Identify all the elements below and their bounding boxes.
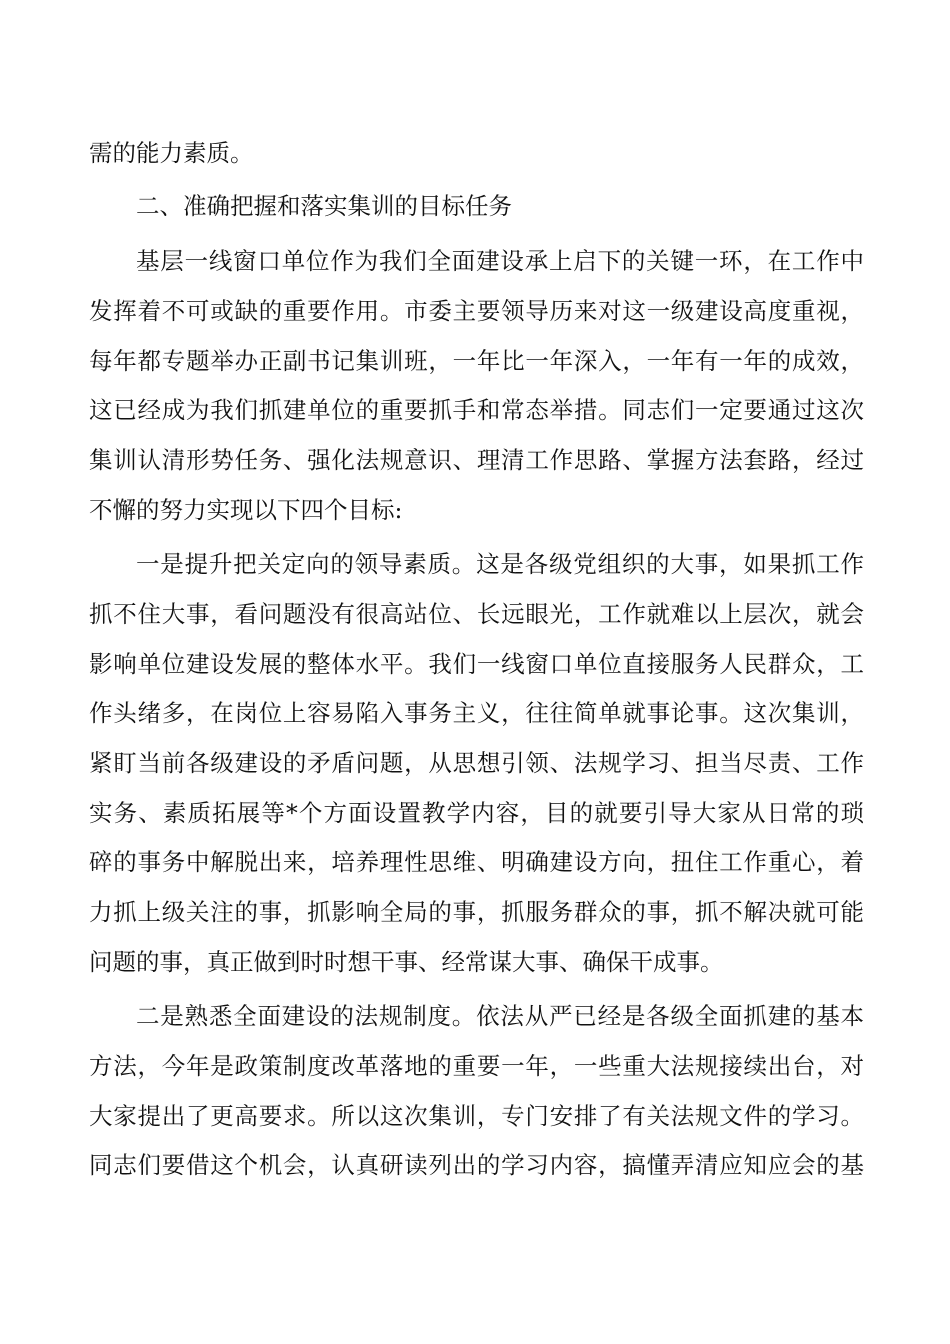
text-line-3: 基层一线窗口单位作为我们全面建设承上启下的关键一环，在工作中 [136,247,864,275]
text-line-15: 碎的事务中解脱出来，培养理性思维、明确建设方向，扭住工作重心，着 [89,848,864,876]
text-line-12: 作头绪多，在岗位上容易陷入事务主义，往往简单就事论事。这次集训， [89,699,864,727]
text-line-19: 方法，今年是政策制度改革落地的重要一年，一些重大法规接续出台，对 [89,1052,864,1080]
text-line-21: 同志们要借这个机会，认真研读列出的学习内容，搞懂弄清应知应会的基 [89,1151,864,1179]
text-line-17: 问题的事，真正做到时时想干事、经常谋大事、确保干成事。 [89,948,724,976]
section-heading: 二、准确把握和落实集训的目标任务 [136,192,512,220]
text-line-13: 紧盯当前各级建设的矛盾问题，从思想引领、法规学习、担当尽责、工作 [89,749,864,777]
text-line-10: 抓不住大事，看问题没有很高站位、长远眼光，工作就难以上层次，就会 [89,600,864,628]
text-line-20: 大家提出了更高要求。所以这次集训，专门安排了有关法规文件的学习。 [89,1102,864,1130]
text-line-14: 实务、素质拓展等*个方面设置教学内容，目的就要引导大家从日常的琐 [89,799,864,827]
text-line-1: 需的能力素质。 [89,139,254,167]
text-line-8: 不懈的努力实现以下四个目标: [89,496,403,524]
text-line-7: 集训认清形势任务、强化法规意识、理清工作思路、掌握方法套路，经过 [89,446,864,474]
text-line-6: 这已经成为我们抓建单位的重要抓手和常态举措。同志们一定要通过这次 [89,396,864,424]
text-line-18: 二是熟悉全面建设的法规制度。依法从严已经是各级全面抓建的基本 [136,1002,864,1030]
text-line-4: 发挥着不可或缺的重要作用。市委主要领导历来对这一级建设高度重视， [89,297,864,325]
text-line-5: 每年都专题举办正副书记集训班，一年比一年深入，一年有一年的成效， [89,347,864,375]
text-line-9: 一是提升把关定向的领导素质。这是各级党组织的大事，如果抓工作 [136,550,864,578]
text-line-11: 影响单位建设发展的整体水平。我们一线窗口单位直接服务人民群众，工 [89,650,864,678]
text-line-16: 力抓上级关注的事，抓影响全局的事，抓服务群众的事，抓不解决就可能 [89,898,864,926]
